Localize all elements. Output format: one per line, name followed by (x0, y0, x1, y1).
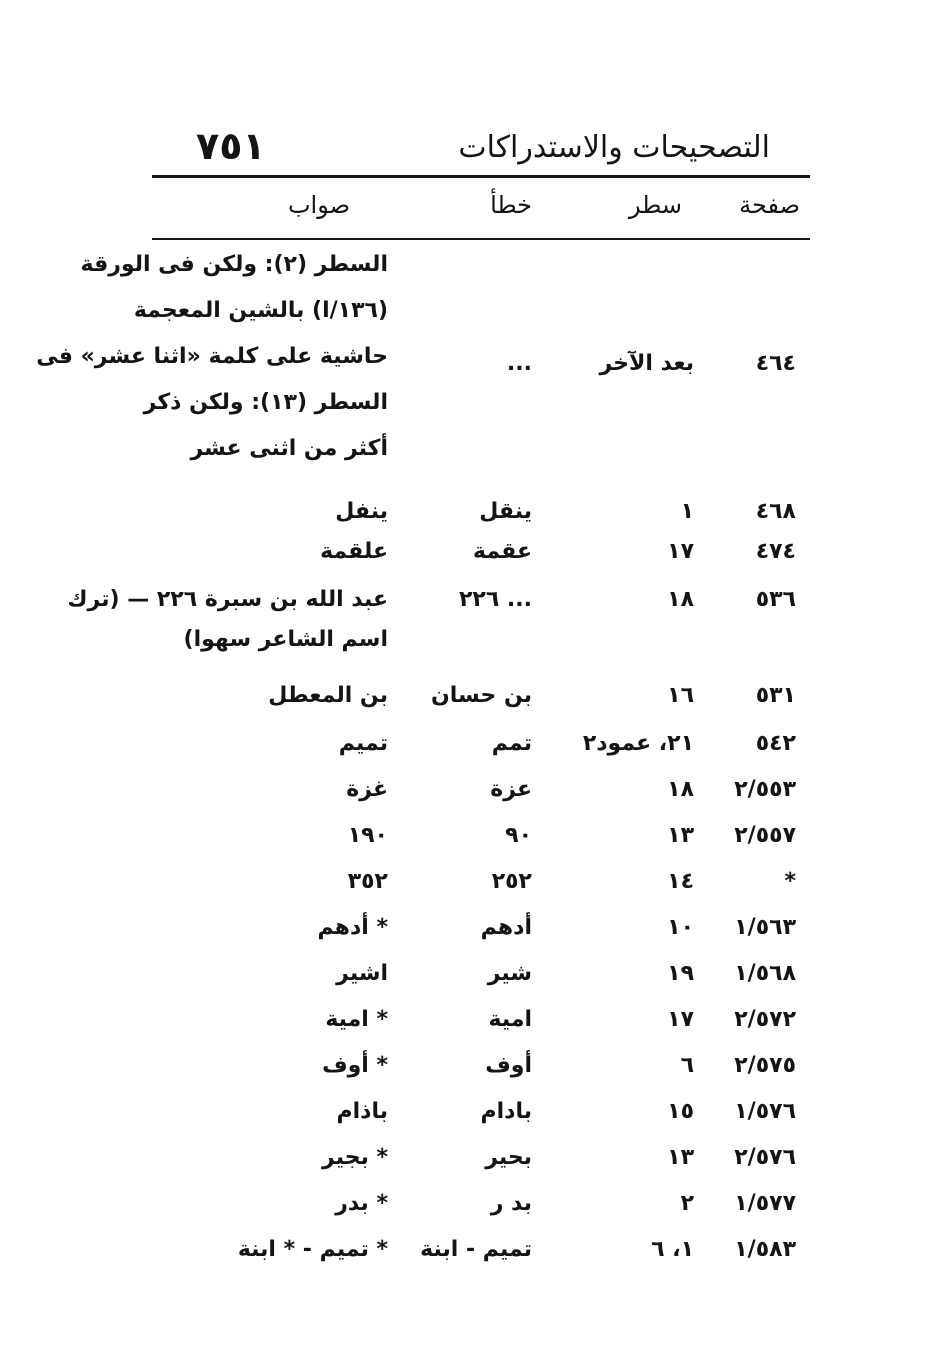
cell-page: ٤٧٤ (755, 539, 796, 564)
cell-line: ١٤ (667, 869, 694, 894)
table-row (0, 1092, 944, 1138)
cell-page: ١/٥٨٣ (734, 1237, 796, 1262)
cell-correct: * بجير (322, 1145, 388, 1170)
cell-wrong: بحير (485, 1145, 532, 1170)
cell-wrong: تميم - ابنة (420, 1237, 532, 1262)
cell-line: ١، ٦ (651, 1237, 694, 1262)
cell-page: ٢/٥٥٣ (734, 777, 796, 802)
cell-page: ١/٥٧٦ (734, 1099, 796, 1124)
cell-page: ٢/٥٧٢ (734, 1007, 796, 1032)
cell-correct: ٣٥٢ (347, 869, 388, 894)
cell-wrong: تمم (491, 731, 532, 756)
table-row (0, 1000, 944, 1046)
table-row (0, 532, 944, 578)
cell-correct: تميم (338, 731, 388, 756)
cell-line: ١٧ (667, 539, 694, 564)
cell-page: ١/٥٧٧ (734, 1191, 796, 1216)
cell-line: ١٠ (667, 915, 694, 940)
cell-correct: * أوف (322, 1053, 388, 1078)
cell-correct: علقمة (320, 539, 388, 564)
cell-wrong: ٢٥٢ (491, 869, 532, 894)
cell-correct: غزة (346, 777, 388, 802)
cell-line: ١٥ (667, 1099, 694, 1124)
cell-page: * (784, 869, 796, 894)
cell-page: ١/٥٦٨ (734, 961, 796, 986)
column-header-line: سطر (628, 191, 682, 219)
cell-line: بعد الآخر (599, 351, 694, 376)
table-row (0, 816, 944, 862)
cell-wrong: ... ٢٢٦ (458, 587, 532, 612)
table-row (0, 1230, 944, 1276)
cell-line: ١٨ (667, 587, 694, 612)
cell-wrong: ... (506, 351, 532, 376)
cell-correct: ١٩٠ (347, 823, 388, 848)
cell-correct: * أدهم (317, 915, 388, 940)
cell-wrong: امية (488, 1007, 532, 1032)
note-line: السطر (٢): ولكن فى الورقة (80, 252, 388, 277)
cell-line: ١٦ (667, 683, 694, 708)
table-row (0, 620, 944, 666)
cell-page: ٤٦٨ (755, 499, 796, 524)
note-line: أكثر من اثنى عشر (190, 436, 388, 461)
column-header-page: صفحة (739, 191, 800, 219)
table-row (0, 676, 944, 722)
table-row (0, 908, 944, 954)
cell-correct: باذام (336, 1099, 388, 1124)
cell-wrong: بن حسان (431, 683, 532, 708)
cell-line: ١٩ (667, 961, 694, 986)
column-header-wrong: خطأ (490, 191, 532, 219)
cell-page: ٥٣١ (755, 683, 796, 708)
note-line: حاشية على كلمة «اثنا عشر» فى (36, 344, 388, 369)
page-number: ٧٥١ (196, 124, 266, 168)
cell-page: ٥٣٦ (755, 587, 796, 612)
cell-page: ٢/٥٥٧ (734, 823, 796, 848)
cell-correct: * تميم - * ابنة (237, 1237, 388, 1262)
cell-line: ٦ (680, 1053, 694, 1078)
cell-correct: عبد الله بن سبرة ٢٢٦ — (ترك (67, 587, 388, 612)
cell-wrong: عقمة (473, 539, 532, 564)
cell-wrong: أدهم (480, 915, 532, 940)
cell-wrong: شير (487, 961, 532, 986)
cell-correct: * بدر (335, 1191, 388, 1216)
note-entry-row (0, 344, 944, 390)
cell-page: ٥٤٢ (755, 731, 796, 756)
column-header-correct: صواب (287, 191, 350, 219)
cell-line: ١٣ (667, 823, 694, 848)
table-row (0, 954, 944, 1000)
cell-line: ١٨ (667, 777, 694, 802)
table-row (0, 1138, 944, 1184)
cell-line: ٢١، عمود٢ (582, 731, 694, 756)
cell-line: ١ (680, 499, 694, 524)
cell-correct: اشير (336, 961, 388, 986)
running-title: التصحيحات والاستدراكات (458, 130, 770, 165)
cell-wrong: بد ر (490, 1191, 532, 1216)
cell-line: ٢ (680, 1191, 694, 1216)
table-row (0, 1046, 944, 1092)
cell-wrong: عزة (490, 777, 532, 802)
cell-page: ٢/٥٧٦ (734, 1145, 796, 1170)
table-row (0, 862, 944, 908)
cell-correct: * امية (325, 1007, 388, 1032)
note-line: السطر (١٣): ولكن ذكر (143, 390, 388, 415)
cell-line: ١٣ (667, 1145, 694, 1170)
table-row (0, 1184, 944, 1230)
cell-wrong: ينقل (479, 499, 532, 524)
cell-wrong: بادام (480, 1099, 532, 1124)
cell-correct: اسم الشاعر سهوا) (183, 627, 388, 652)
cell-page: ٢/٥٧٥ (734, 1053, 796, 1078)
header-rule (152, 175, 810, 178)
column-header-rule (152, 238, 810, 240)
table-row (0, 770, 944, 816)
cell-page: ٤٦٤ (755, 351, 796, 376)
table-row (0, 724, 944, 770)
cell-page: ١/٥٦٣ (734, 915, 796, 940)
cell-correct: بن المعطل (268, 683, 388, 708)
cell-wrong: ٩٠ (505, 823, 532, 848)
cell-correct: ينفل (335, 499, 388, 524)
cell-wrong: أوف (485, 1053, 532, 1078)
note-line: (١٣٦/ا) بالشين المعجمة (133, 298, 388, 323)
cell-line: ١٧ (667, 1007, 694, 1032)
